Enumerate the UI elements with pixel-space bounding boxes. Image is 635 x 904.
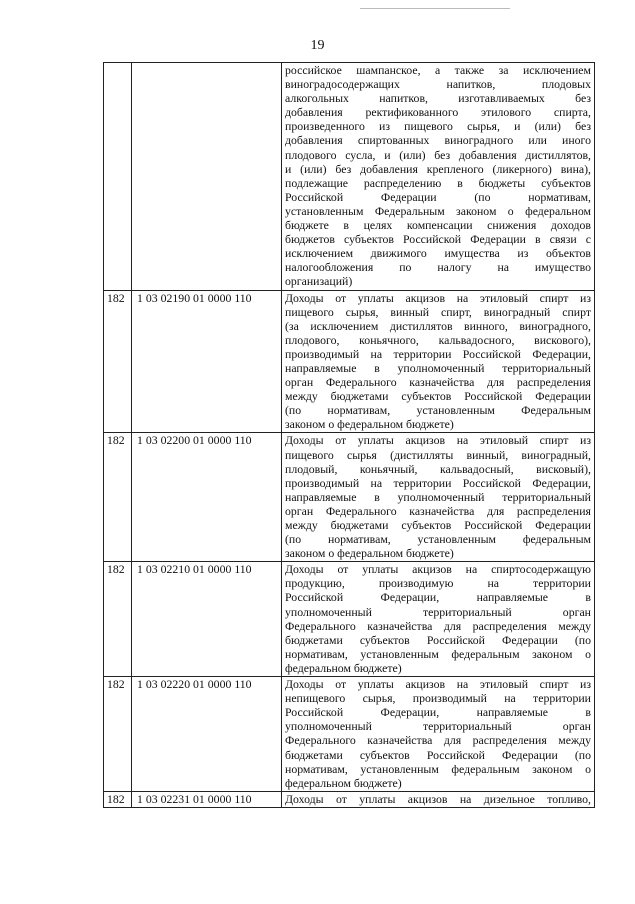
description-line: Доходы от уплаты акцизов на этиловый спирт из (285, 433, 591, 448)
admin-code-cell: 182 (104, 290, 132, 433)
description-line: исключением движимого имущества из объектов (285, 246, 591, 261)
description-line: Федерального казначейства для распределения между (285, 618, 591, 633)
revenue-code-cell: 1 03 02210 01 0000 110 (132, 562, 282, 677)
description-line: бюджетов субъектов Российской Федерации в связи с (285, 232, 591, 247)
description-line: Российской Федерации, направляемые в (285, 705, 591, 720)
description-line: пищевого сырья, винный спирт, виноградный спирт (285, 304, 591, 319)
description-line: федеральном бюджете) (285, 660, 402, 675)
description-line: продукцию, производимую на территории (285, 576, 591, 591)
table-body (104, 63, 595, 808)
description-line: законом о федеральном бюджете) (285, 417, 454, 432)
description-line: производимый на территории Российской Федерации, (285, 346, 591, 361)
revenue-description-cell (282, 290, 595, 433)
description-line: Доходы от уплаты акцизов на спиртосодержащую (285, 562, 591, 577)
table-row (104, 562, 595, 677)
table-row (104, 791, 595, 807)
description-line: бюджетами субъектов Российской Федерации (по (285, 632, 591, 647)
revenue-code-cell: 1 03 02190 01 0000 110 (132, 290, 282, 433)
description-line: направляемые в уполномоченный территориальный (285, 489, 591, 504)
description-line: налогообложения по налогу на имущество (285, 260, 591, 275)
description-line: плодовый, коньячный, кальвадосный, висковый), (285, 461, 591, 476)
description-line: Федерального казначейства для распределения между (285, 733, 591, 748)
description-line: между бюджетами субъектов Российской Федерации (285, 518, 591, 532)
description-line: нормативам, установленным федеральным законом о (285, 761, 591, 776)
revenue-code-cell: 1 03 02200 01 0000 110 (132, 433, 282, 562)
description-line: произведенного из пищевого сырья, и (или) без (285, 119, 591, 134)
description-line: установленным Федеральным законом о федеральном (285, 203, 591, 218)
admin-code-cell: 182 (104, 791, 132, 807)
description-line: российское шампанское, а также за исключением (285, 63, 591, 77)
table-row (104, 433, 595, 562)
description-line: производимый на территории Российской Федерации, (285, 475, 591, 490)
description-line: орган Федерального казначейства для распределения (285, 503, 591, 518)
description-line: Доходы от уплаты акцизов на этиловый спирт из (285, 677, 591, 692)
revenue-code-cell (132, 63, 282, 291)
description-line: законом о федеральном бюджете) (285, 546, 454, 561)
revenue-description-cell (282, 63, 595, 291)
description-line: Доходы от уплаты акцизов на этиловый спирт из (285, 290, 591, 305)
description-line: непищевого сырья, производимый на территории (285, 691, 591, 706)
description-line: виноградосодержащих напитков, плодовых (285, 77, 591, 92)
admin-code-cell (104, 63, 132, 291)
revenue-code-cell: 1 03 02220 01 0000 110 (132, 677, 282, 792)
description-line: нормативам, установленным федеральным законом о (285, 646, 591, 661)
admin-code-cell: 182 (104, 677, 132, 792)
description-line: добавления спиртованных виноградного или иного (285, 133, 591, 148)
description-line: направляемые в уполномоченный территориальный (285, 360, 591, 375)
description-line: Российской Федерации, направляемые в (285, 590, 591, 605)
description-line: пищевого сырья (дистилляты винный, виноградный, (285, 447, 591, 462)
revenue-description-cell (282, 791, 595, 807)
description-line: уполномоченный территориальный орган (285, 604, 591, 619)
admin-code-cell: 182 (104, 562, 132, 677)
description-line: организаций) (285, 274, 353, 289)
description-line: добавления ректификованного этилового спирта, (285, 105, 591, 120)
table-row (104, 290, 595, 433)
description-line: Доходы от уплаты акцизов на дизельное топливо, (285, 791, 591, 806)
description-line: (по нормативам, установленным Федеральным (285, 403, 591, 418)
description-line: плодового, коньячного, кальвадосного, вискового), (285, 332, 591, 347)
description-line: орган Федерального казначейства для распределения (285, 375, 591, 390)
description-line: бюджете в целях компенсации снижения доходов (285, 218, 591, 233)
description-line: (за исключением дистиллятов винного, виноградного, (285, 318, 591, 333)
description-line: бюджетами субъектов Российской Федерации (по (285, 747, 591, 762)
description-line: между бюджетами субъектов Российской Федерации (285, 389, 591, 404)
revenue-description-cell (282, 677, 595, 792)
admin-code-cell: 182 (104, 433, 132, 562)
description-line: и (или) без добавления крепленого (ликерного) вина), (285, 161, 591, 176)
table-row (104, 63, 595, 291)
description-line: (по нормативам, установленным федеральным (285, 532, 591, 547)
description-line: уполномоченный территориальный орган (285, 719, 591, 734)
description-line: Российской Федерации (по нормативам, (285, 189, 591, 204)
top-scan-line (360, 8, 510, 9)
revenue-codes-table (103, 62, 595, 808)
revenue-code-cell: 1 03 02231 01 0000 110 (132, 791, 282, 807)
description-line: алкогольных напитков, изготавливаемых без (285, 91, 591, 106)
revenue-description-cell (282, 433, 595, 562)
revenue-description-cell (282, 562, 595, 677)
description-line: подлежащие распределению в бюджеты субъектов (285, 175, 591, 190)
description-line: плодового сусла, и (или) без добавления дистиллятов, (285, 147, 591, 162)
table-row (104, 677, 595, 792)
page-number: 19 (310, 38, 325, 53)
description-line: федеральном бюджете) (285, 775, 402, 790)
